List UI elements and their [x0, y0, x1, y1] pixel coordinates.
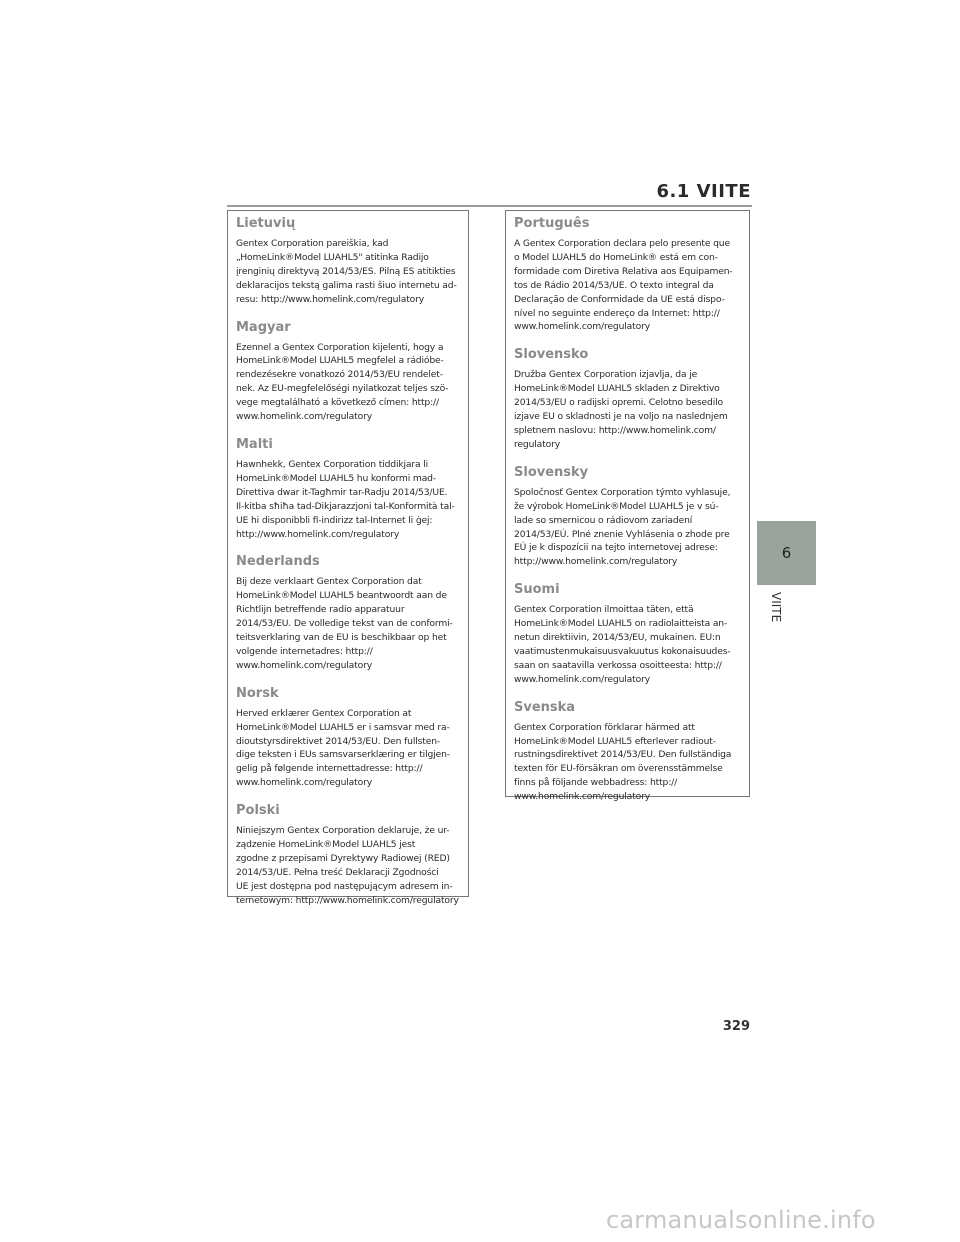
section-text: Spoločnosť Gentex Corporation týmto vyhlasuje, že výrobok HomeLink®Model LUAHL5 je v sú- lade so smernicou o rádiovom zariadení 2014/53/EÚ. Plné znenie Vyhlásenia o zhode pre EÚ je k dispozícii na tejto internetovej adrese: http://www.homelink.com/regulatory	[514, 486, 731, 568]
section-heading: Slovensko	[514, 347, 589, 363]
section-text: Gentex Corporation förklarar härmed att HomeLink®Model LUAHL5 efterlever radiout- rustningsdirektivet 2014/53/EU. Den fullständiga texten för EU-försäkran om överensstämmelse finns på följande webbadress: http:// www.homelink.com/regulatory	[514, 721, 732, 803]
chapter-tab-label: VIITE	[769, 592, 783, 623]
chapter-tab[interactable]	[757, 521, 816, 585]
section-heading: Magyar	[236, 319, 291, 335]
section-malti	[236, 436, 460, 541]
section-heading: Lietuvių	[236, 216, 296, 231]
section-text: A Gentex Corporation declara pelo presente que o Model LUAHL5 do HomeLink® está em con- formidade com Diretiva Relativa aos Equipamen- tos de Rádio 2014/53/UE. O texto integral da Declaração de Conformidade da UE está dispo- nível no seguinte endereço da Internet: http:// www.homelink.com/regulatory	[514, 238, 733, 333]
section-text: Bij deze verklaart Gentex Corporation dat HomeLink®Model LUAHL5 beantwoordt aan de Richtlijn betreffende radio apparatuur 2014/53/EU. De volledige tekst van de conformi- teitsverklaring van de EU is beschikbaar op het volgende internetadres: http:// www.homelink.com/regulatory	[236, 576, 453, 671]
header-divider	[227, 205, 752, 207]
chapter-number: 6	[781, 544, 792, 562]
section-text: Ezennel a Gentex Corporation kijelenti, hogy a HomeLink®Model LUAHL5 megfelel a rádióbe- rendezésekre vonatkozó 2014/53/EU rendelet- nek. Az EU-megfelelőségi nyilatkozat teljes szö- vege megtalálható a következő címen: http:// www.homelink.com/regulatory	[236, 341, 449, 423]
section-heading: Suomi	[514, 582, 560, 598]
section-heading: Polski	[236, 803, 280, 819]
section-svenska	[514, 699, 741, 804]
section-text: Gentex Corporation pareiškia, kad „HomeLink®Model LUAHL5" atitinka Radijo įrenginių direktyvą 2014/53/ES. Pilną ES atitikties deklaracijos tekstą galima rasti šiuo internetu ad- resu: http://www.homelink.com/regulatory	[236, 238, 457, 305]
section-lietuviu	[236, 215, 460, 307]
section-slovensko	[514, 346, 741, 451]
section-heading: Nederlands	[236, 554, 320, 570]
page-number: 329	[722, 1019, 750, 1034]
section-suomi	[514, 581, 741, 686]
section-nederlands	[236, 553, 460, 672]
section-heading: Norsk	[236, 685, 279, 701]
section-magyar	[236, 319, 460, 424]
section-portugues	[514, 215, 741, 334]
section-heading: Malti	[236, 436, 273, 452]
section-text: Hawnhekk, Gentex Corporation tiddikjara li HomeLink®Model LUAHL5 hu konformi mad- Direttiva dwar it-Tagħmir tar-Radju 2014/53/UE. Il-kitba sħiħa tad-Dikjarazzjoni tal-Konformità tal- UE hi disponibbli fl-indirizz tal-Internet li ġej: http://www.homelink.com/regulatory	[236, 458, 455, 540]
section-text: Niniejszym Gentex Corporation deklaruje, że ur- ządzenie HomeLink®Model LUAHL5 jest zgodne z przepisami Dyrektywy Radiowej (RED) 2014/53/UE. Pełna treść Deklaracji Zgodności UE jest dostępna pod następującym adresem in- ternetowym: http://www.homelink.com/regulatory	[236, 825, 459, 906]
section-heading: Português	[514, 216, 590, 231]
left-column-box	[227, 210, 469, 906]
section-text: Herved erklærer Gentex Corporation at HomeLink®Model LUAHL5 er i samsvar med ra- dioutstyrsdirektivet 2014/53/EU. Den fullsten- dige teksten i EUs samsvarserklæring er tilgjen- gelig på følgende internettadresse: http:// www.homelink.com/regulatory	[236, 707, 450, 789]
section-heading: Svenska	[514, 699, 576, 715]
section-text: Družba Gentex Corporation izjavlja, da je HomeLink®Model LUAHL5 skladen z Direktivo 2014/53/EU o radijski opremi. Celotno besedilo izjave EU o skladnosti je na voljo na naslednjem spletnem naslovu: http://www.homelink.com/ regulatory	[514, 369, 728, 450]
section-text: Gentex Corporation ilmoittaa täten, että HomeLink®Model LUAHL5 on radiolaitteista an- netun direktiivin, 2014/53/EU, mukainen. EU:n vaatimustenmukaisuusvakuutus kokonaisuudes- saan on saatavilla verkossa osoitteesta: http:// www.homelink.com/regulatory	[514, 604, 731, 685]
section-slovensky	[514, 464, 741, 569]
right-column-box	[505, 210, 750, 803]
section-heading: Slovensky	[514, 464, 589, 480]
section-title: 6.1 VIITE	[656, 181, 751, 202]
watermark-text: carmanualsonline.info	[606, 1206, 876, 1234]
section-polski	[236, 802, 460, 907]
section-norsk	[236, 685, 460, 790]
